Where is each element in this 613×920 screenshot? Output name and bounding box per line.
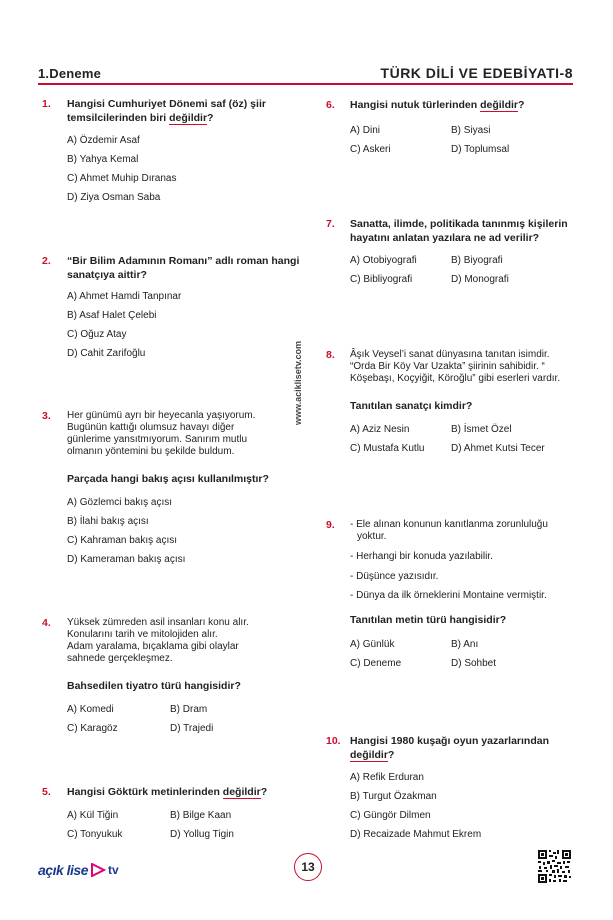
option-b[interactable]: B) Bilge Kaan — [170, 810, 232, 821]
negation-word: değildir — [222, 786, 261, 798]
bullet-line: - Dünya da ilk örneklerini Montaine vermiştir. — [350, 590, 547, 601]
question-number: 1. — [42, 98, 51, 110]
question-line — [350, 748, 549, 762]
option-d[interactable]: D) Ahmet Kutsi Tecer — [451, 443, 545, 454]
option-d[interactable]: D) Yollug Tigin — [170, 829, 234, 840]
option-b[interactable]: B) İsmet Özel — [451, 424, 512, 435]
question-number: 7. — [326, 218, 335, 230]
passage-line: olmanın yöntemini bu şekilde buldum. — [67, 446, 235, 457]
option-b[interactable]: B) Dram — [170, 704, 208, 715]
passage-line: “Orda Bir Köy Var Uzakta” şiirinin sahibidir. “ — [350, 361, 545, 372]
question-number: 10. — [326, 735, 341, 747]
question-line-text: temsilcilerinden biri — [67, 112, 170, 124]
option-a[interactable]: A) Dini — [350, 125, 381, 136]
negation-word: değildir — [480, 99, 519, 111]
option-a[interactable]: A) Refik Erduran — [350, 772, 424, 783]
option-a[interactable]: A) Otobiyografi — [350, 255, 417, 266]
option-c[interactable]: C) Mustafa Kutlu — [350, 443, 425, 454]
question-number: 8. — [326, 349, 335, 361]
question-mark: ? — [518, 99, 525, 111]
option-a[interactable]: A) Ahmet Hamdi Tanpınar — [67, 291, 182, 302]
question-number: 3. — [42, 410, 51, 422]
passage-line: Âşık Veysel’i sanat dünyasına tanıtan isimdir. — [350, 349, 550, 360]
passage-line: Adam yaralama, bıçaklama gibi olaylar — [67, 641, 239, 652]
question-text — [67, 785, 267, 799]
website-vertical-text: www.aciklisetv.com — [293, 340, 303, 425]
logo-tv-text: tv — [108, 863, 119, 877]
acik-lise-tv-logo[interactable] — [38, 862, 119, 878]
option-c[interactable]: C) Deneme — [350, 658, 402, 669]
option-a[interactable]: A) Aziz Nesin — [350, 424, 410, 435]
passage-line: Konularını tarih ve mitolojiden alır. — [67, 629, 218, 640]
option-a[interactable]: A) Komedi — [67, 704, 114, 715]
question-prompt: Bahsedilen tiyatro türü hangisidir? — [67, 680, 241, 692]
option-c[interactable]: C) Kahraman bakış açısı — [67, 535, 178, 546]
option-c[interactable]: C) Oğuz Atay — [67, 329, 127, 340]
option-a[interactable]: A) Gözlemci bakış açısı — [67, 497, 173, 508]
option-d[interactable]: D) Sohbet — [451, 658, 497, 669]
page-number: 13 — [294, 853, 322, 881]
question-line: sanatçıya aittir? — [67, 269, 147, 281]
question-text — [350, 217, 568, 245]
qr-code-icon[interactable] — [537, 849, 572, 884]
option-a[interactable]: A) Günlük — [350, 639, 395, 650]
passage — [67, 410, 255, 458]
option-d[interactable]: D) Recaizade Mahmut Ekrem — [350, 829, 482, 840]
question-number: 6. — [326, 99, 335, 111]
option-c[interactable]: C) Askeri — [350, 144, 391, 155]
option-d[interactable]: D) Toplumsal — [451, 144, 510, 155]
question-text — [350, 734, 549, 762]
bullet-line: - Düşünce yazısıdır. — [350, 571, 439, 582]
option-c[interactable]: C) Bibliyografi — [350, 274, 413, 285]
option-b[interactable]: B) İlahi bakış açısı — [67, 516, 149, 527]
question-text — [350, 98, 524, 112]
question-prompt: Parçada hangi bakış açısı kullanılmıştır? — [67, 473, 269, 485]
question-number: 9. — [326, 519, 335, 531]
passage-line: Her günümü ayrı bir heyecanla yaşıyorum. — [67, 410, 256, 421]
question-text — [67, 97, 266, 125]
question-line — [67, 111, 266, 125]
subject-title: TÜRK DİLİ VE EDEBİYATI-8 — [380, 65, 573, 81]
passage-line: Bugünün kattığı olumsuz havayı diğer — [67, 422, 235, 433]
option-b[interactable]: B) Siyasi — [451, 125, 491, 136]
question-number: 5. — [42, 786, 51, 798]
question-line: Hangisi 1980 kuşağı oyun yazarlarından — [350, 735, 549, 747]
passage-line: Yüksek zümreden asil insanları konu alır. — [67, 617, 249, 628]
passage — [67, 617, 249, 665]
option-c[interactable]: C) Tonyukuk — [67, 829, 123, 840]
question-prompt: Tanıtılan metin türü hangisidir? — [350, 614, 507, 626]
option-a[interactable]: A) Kül Tiğin — [67, 810, 119, 821]
bullet-line: - Ele alınan konunun kanıtlanma zorunluluğu — [350, 519, 548, 530]
question-number: 4. — [42, 617, 51, 629]
option-b[interactable]: B) Asaf Halet Çelebi — [67, 310, 157, 321]
bullet-line: - Herhangi bir konuda yazılabilir. — [350, 551, 493, 562]
passage-line: günlerime yansıtmıyorum. Sanırım mutlu — [67, 434, 248, 445]
exam-title: 1.Deneme — [38, 66, 102, 81]
option-c[interactable]: C) Ahmet Muhip Dıranas — [67, 173, 177, 184]
option-b[interactable]: B) Anı — [451, 639, 479, 650]
question-line-text: Hangisi nutuk türlerinden — [350, 99, 481, 111]
option-b[interactable]: B) Biyografi — [451, 255, 503, 266]
bullet-line: yoktur. — [357, 531, 387, 542]
logo-text: açık lise — [38, 862, 88, 878]
option-c[interactable]: C) Güngör Dilmen — [350, 810, 431, 821]
question-prompt: Tanıtılan sanatçı kimdir? — [350, 400, 473, 412]
question-line: “Bir Bilim Adamının Romanı” adlı roman hangi — [67, 255, 300, 267]
question-text — [67, 254, 299, 282]
option-a[interactable]: A) Özdemir Asaf — [67, 135, 140, 146]
option-d[interactable]: D) Cahit Zarifoğlu — [67, 348, 146, 359]
option-d[interactable]: D) Trajedi — [170, 723, 214, 734]
header-divider — [38, 83, 573, 85]
question-line-text: Hangisi Göktürk metinlerinden — [67, 786, 223, 798]
question-mark: ? — [260, 786, 268, 798]
option-b[interactable]: B) Turgut Özakman — [350, 791, 437, 802]
question-number: 2. — [42, 255, 51, 267]
passage-line: sahnede gerçekleşmez. — [67, 653, 173, 664]
negation-word: değildir — [350, 749, 388, 761]
play-icon — [90, 863, 106, 877]
question-mark: ? — [207, 112, 214, 124]
negation-word: değildir — [169, 112, 208, 124]
passage-line: Köşebaşı, Koçyiğit, Köroğlu” gibi eserleri vardır. — [350, 373, 561, 384]
question-line: Sanatta, ilimde, politikada tanınmış kişilerin — [350, 218, 568, 230]
option-b[interactable]: B) Yahya Kemal — [67, 154, 139, 165]
passage — [350, 349, 560, 385]
question-line: Hangisi Cumhuriyet Dönemi saf (öz) şiir — [67, 98, 266, 110]
question-mark: ? — [387, 749, 395, 761]
option-d[interactable]: D) Kameraman bakış açısı — [67, 554, 186, 565]
option-c[interactable]: C) Karagöz — [67, 723, 118, 734]
option-d[interactable]: D) Ziya Osman Saba — [67, 192, 161, 203]
option-d[interactable]: D) Monografi — [451, 274, 509, 285]
question-line: hayatını anlatan yazılara ne ad verilir? — [350, 232, 540, 244]
